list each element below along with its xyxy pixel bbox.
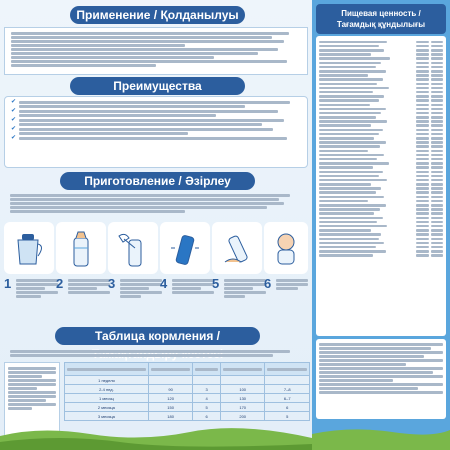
application-banner xyxy=(70,6,245,24)
table-row: 3 месяца 180 6 200 5 xyxy=(65,412,310,421)
step-number: 6 xyxy=(264,276,272,291)
table-row: 2 месяца 150 5 170 6 xyxy=(65,403,310,412)
feeding-table-title: Таблица кормления / xyxy=(94,329,220,343)
feeding-table-banner xyxy=(55,327,260,345)
right-column xyxy=(312,0,450,450)
step-number: 4 xyxy=(160,276,168,291)
application-text xyxy=(4,27,308,75)
grass-decoration xyxy=(0,418,312,450)
checkmark-icon: ✔ xyxy=(11,99,17,105)
scoop-icon xyxy=(108,222,158,274)
kettle-icon xyxy=(4,222,54,274)
checkmark-icon: ✔ xyxy=(11,135,17,141)
nutrition-title-kz: Тағамдық құндылығы xyxy=(336,20,426,29)
table-row: 1 неделя xyxy=(65,376,310,385)
table-row: 1 месяц 120 4 130 6–7 xyxy=(65,394,310,403)
step-3 xyxy=(108,222,163,322)
application-title: Применение / Қолданылуы xyxy=(76,8,239,22)
step-number: 1 xyxy=(4,276,12,291)
preparation-title: Приготовление / Әзірлеу xyxy=(84,174,231,188)
step-6 xyxy=(264,222,310,322)
grass-decoration xyxy=(312,420,450,450)
shake-icon xyxy=(160,222,210,274)
ingredients-text xyxy=(316,339,446,419)
step-number: 2 xyxy=(56,276,64,291)
step-4 xyxy=(160,222,215,322)
step-number: 5 xyxy=(212,276,220,291)
bottle-icon xyxy=(56,222,106,274)
table-row: 2-4 нед. 90 3 100 7–8 xyxy=(65,385,310,394)
step-number: 3 xyxy=(108,276,116,291)
preparation-banner xyxy=(60,172,255,190)
step-2 xyxy=(56,222,111,322)
checkmark-icon: ✔ xyxy=(11,126,17,132)
checkmark-icon: ✔ xyxy=(11,117,17,123)
nutrition-header xyxy=(316,4,446,34)
preparation-text xyxy=(4,190,308,220)
baby-icon xyxy=(264,222,308,274)
step-5 xyxy=(212,222,267,322)
nutrition-table xyxy=(316,36,446,336)
thermometer-icon xyxy=(212,222,262,274)
checkmark-icon: ✔ xyxy=(11,108,17,114)
feeding-intro xyxy=(4,346,308,362)
feeding-table xyxy=(64,362,310,421)
advantages-title: Преимущества xyxy=(113,79,202,93)
nutrition-title-ru: Пищевая ценность / xyxy=(341,9,421,18)
advantages-list xyxy=(4,96,308,168)
step-1 xyxy=(4,222,59,322)
advantages-banner xyxy=(70,77,245,95)
